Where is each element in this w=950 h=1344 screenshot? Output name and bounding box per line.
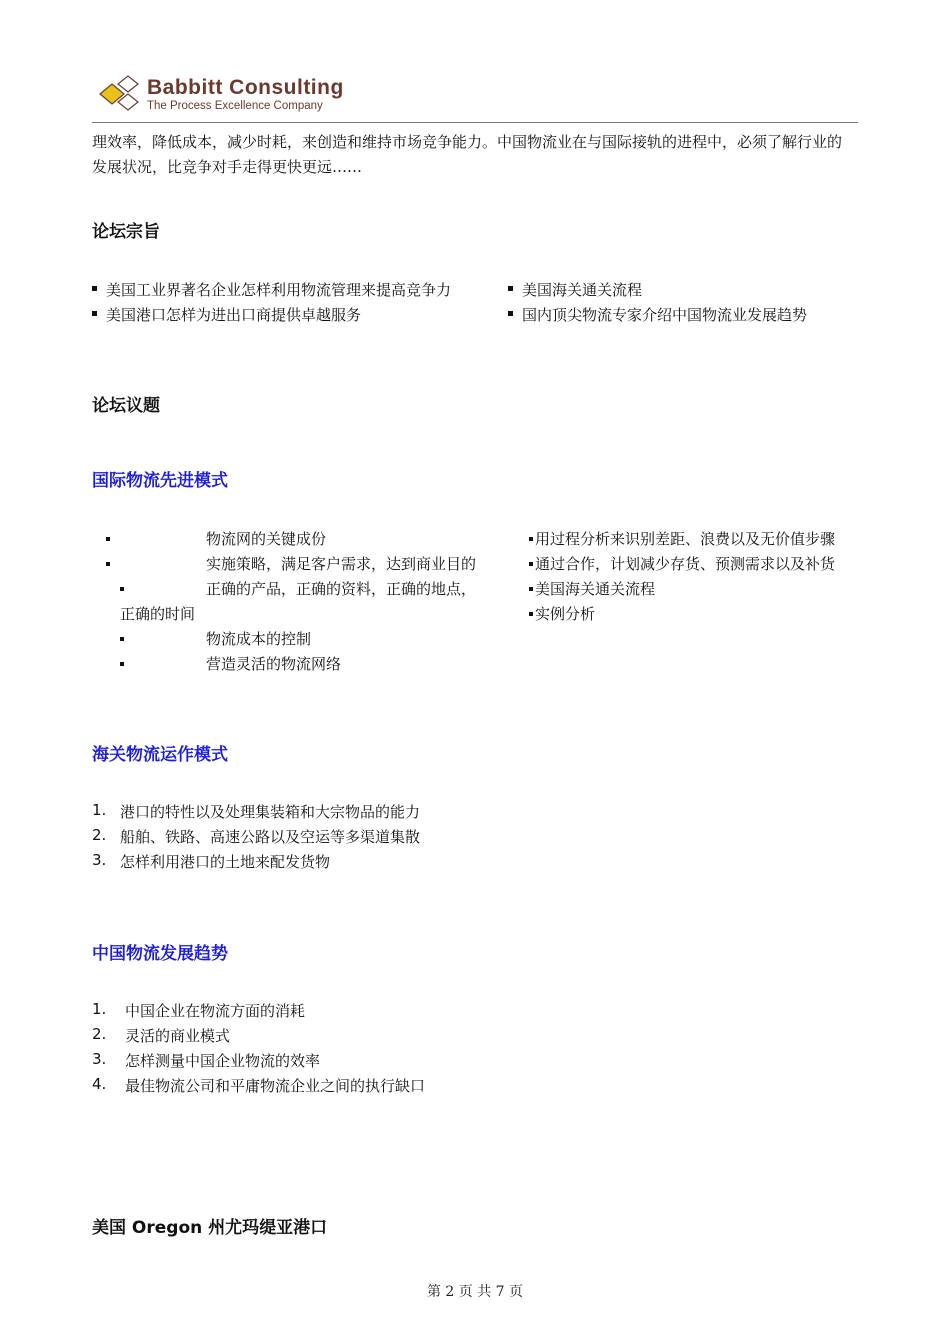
section-heading-purpose: 论坛宗旨 (92, 222, 160, 242)
list-number: 1. (92, 801, 107, 819)
diamond-logo-icon (98, 72, 144, 114)
section-heading-port: 美国 Oregon 州尤玛缇亚港口 (92, 1218, 328, 1238)
company-tagline: The Process Excellence Company (147, 100, 323, 112)
list-item: 美国港口怎样为进出口商提供卓越服务 (92, 303, 361, 328)
section-heading-customs: 海关物流运作模式 (92, 745, 228, 765)
list-item: 美国海关通关流程 (535, 580, 656, 598)
list-number: 3. (92, 851, 107, 869)
bullet-icon (92, 311, 97, 316)
bullet-icon (529, 612, 533, 616)
list-item: 通过合作，计划减少存货、预测需求以及补货 (535, 555, 836, 573)
list-number: 1. (92, 1000, 107, 1018)
list-item: 营造灵活的物流网络 (206, 655, 342, 673)
list-item: 物流网的关键成份 (206, 530, 327, 548)
intro-line: 理效率，降低成本，减少时耗，来创造和维持市场竞争能力。中国物流业在与国际接轨的进程中，必须了解行业的 (92, 133, 843, 151)
list-item: 正确的产品，正确的资料，正确的地点， (206, 580, 477, 598)
intro-line: 发展状况，比竞争对手走得更快更远…… (92, 158, 363, 176)
bullet-icon (508, 311, 513, 316)
list-item: 国内顶尖物流专家介绍中国物流业发展趋势 (508, 303, 807, 328)
bullet-icon (120, 637, 124, 641)
list-item-continuation: 正确的时间 (120, 605, 196, 623)
list-number: 4. (92, 1075, 107, 1093)
list-item: 港口的特性以及处理集装箱和大宗物品的能力 (120, 803, 421, 821)
section-heading-advanced: 国际物流先进模式 (92, 471, 228, 491)
bullet-icon (529, 587, 533, 591)
list-item: 物流成本的控制 (206, 630, 312, 648)
bullet-icon (529, 562, 533, 566)
page-number: 第 2 页 共 7 页 (426, 1284, 524, 1300)
list-number: 3. (92, 1050, 107, 1068)
bullet-icon (92, 286, 97, 291)
list-item: 用过程分析来识别差距、浪费以及无价值步骤 (535, 530, 836, 548)
list-item: 实施策略，满足客户需求，达到商业目的 (206, 555, 477, 573)
bullet-icon (120, 662, 124, 666)
list-item: 美国海关通关流程 (508, 278, 642, 303)
header-divider (92, 122, 858, 123)
company-name: Babbitt Consulting (147, 76, 344, 99)
list-item: 实例分析 (535, 605, 596, 623)
list-item: 船舶、铁路、高速公路以及空运等多渠道集散 (120, 828, 421, 846)
section-heading-trends: 中国物流发展趋势 (92, 944, 228, 964)
bullet-icon (106, 537, 110, 541)
list-item: 怎样测量中国企业物流的效率 (125, 1052, 321, 1070)
intro-paragraph (92, 130, 862, 180)
list-item: 美国工业界著名企业怎样利用物流管理来提高竞争力 (92, 278, 451, 303)
list-item: 灵活的商业模式 (125, 1027, 231, 1045)
list-item: 怎样利用港口的土地来配发货物 (120, 853, 331, 871)
list-item: 最佳物流公司和平庸物流企业之间的执行缺口 (125, 1077, 426, 1095)
list-number: 2. (92, 826, 107, 844)
list-item: 中国企业在物流方面的消耗 (125, 1002, 306, 1020)
section-heading-topics: 论坛议题 (92, 396, 160, 416)
company-logo (98, 72, 398, 118)
list-number: 2. (92, 1025, 107, 1043)
bullet-icon (120, 587, 124, 591)
bullet-icon (529, 537, 533, 541)
bullet-icon (508, 286, 513, 291)
bullet-icon (106, 562, 110, 566)
